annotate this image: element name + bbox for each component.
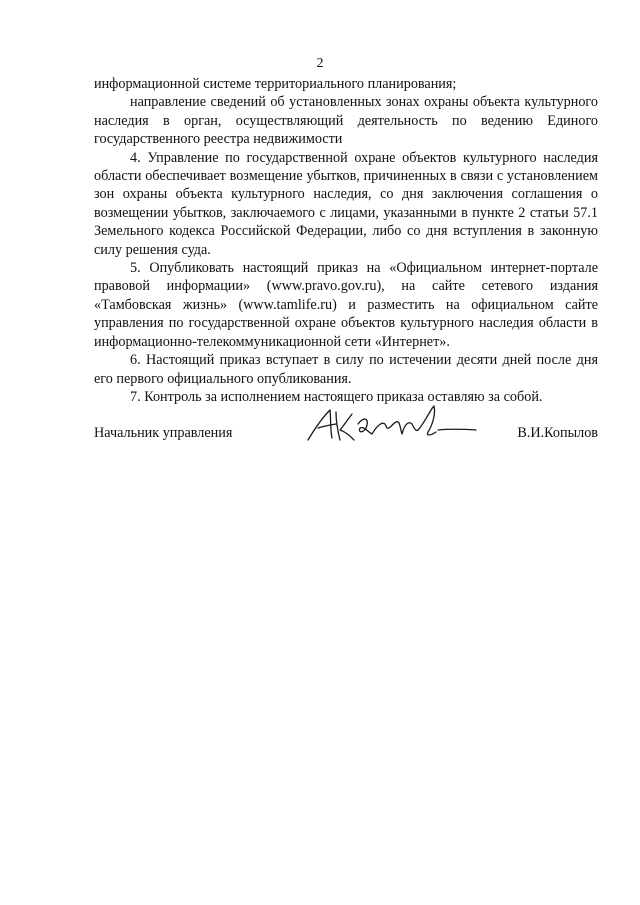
signature-stroke: [336, 412, 354, 440]
signatory-name: В.И.Копылов: [517, 425, 598, 441]
signatory-title: Начальник управления: [94, 425, 233, 441]
signature-stroke: [358, 419, 372, 434]
paragraph-item-7: 7. Контроль за исполнением настоящего приказа оставляю за собой.: [130, 388, 543, 405]
signature-block: [94, 402, 598, 452]
signature-stroke: [372, 422, 418, 434]
signature-stroke: [318, 424, 336, 428]
paragraph-registry-notice: направление сведений об установленных зонах охраны объекта культурного наследия в орган, осуществляющий деятельность по ведению Единого государственного реестра недвижимости: [94, 94, 598, 148]
paragraph-item-6: 6. Настоящий приказ вступает в силу по истечении десяти дней после дня его первого официального опубликования.: [94, 352, 598, 387]
handwritten-signature: [300, 402, 484, 448]
paragraph-item-5: 5. Опубликовать настоящий приказ на «Официальном интернет-портале правовой информации» (www.pravo.gov.ru), на сайте сетевого издания «Тамбовская жизнь» (www.tamlife.ru) и разместить на официальном сайте управления по государственной охране объектов культурного наследия области в информационно-телекоммуникационной сети «Интернет».: [94, 260, 598, 350]
paragraph-item-4: 4. Управление по государственной охране объектов культурного наследия области обеспечивает возмещение убытков, причиненных в связи с установлением зон охраны объекта культурного наследия, со дня заключения соглашения о возмещении убытков, заключаемого с лицами, указанными в пункте 2 статьи 57.1 Земельного кодекса Российской Федерации, либо со дня вступления в законную силу решения суда.: [94, 149, 598, 258]
document-body: [94, 75, 598, 406]
paragraph-continuation: информационной системе территориального планирования;: [94, 76, 457, 92]
signature-stroke: [418, 406, 436, 435]
signature-stroke: [438, 429, 476, 430]
page-number: 2: [316, 56, 324, 71]
